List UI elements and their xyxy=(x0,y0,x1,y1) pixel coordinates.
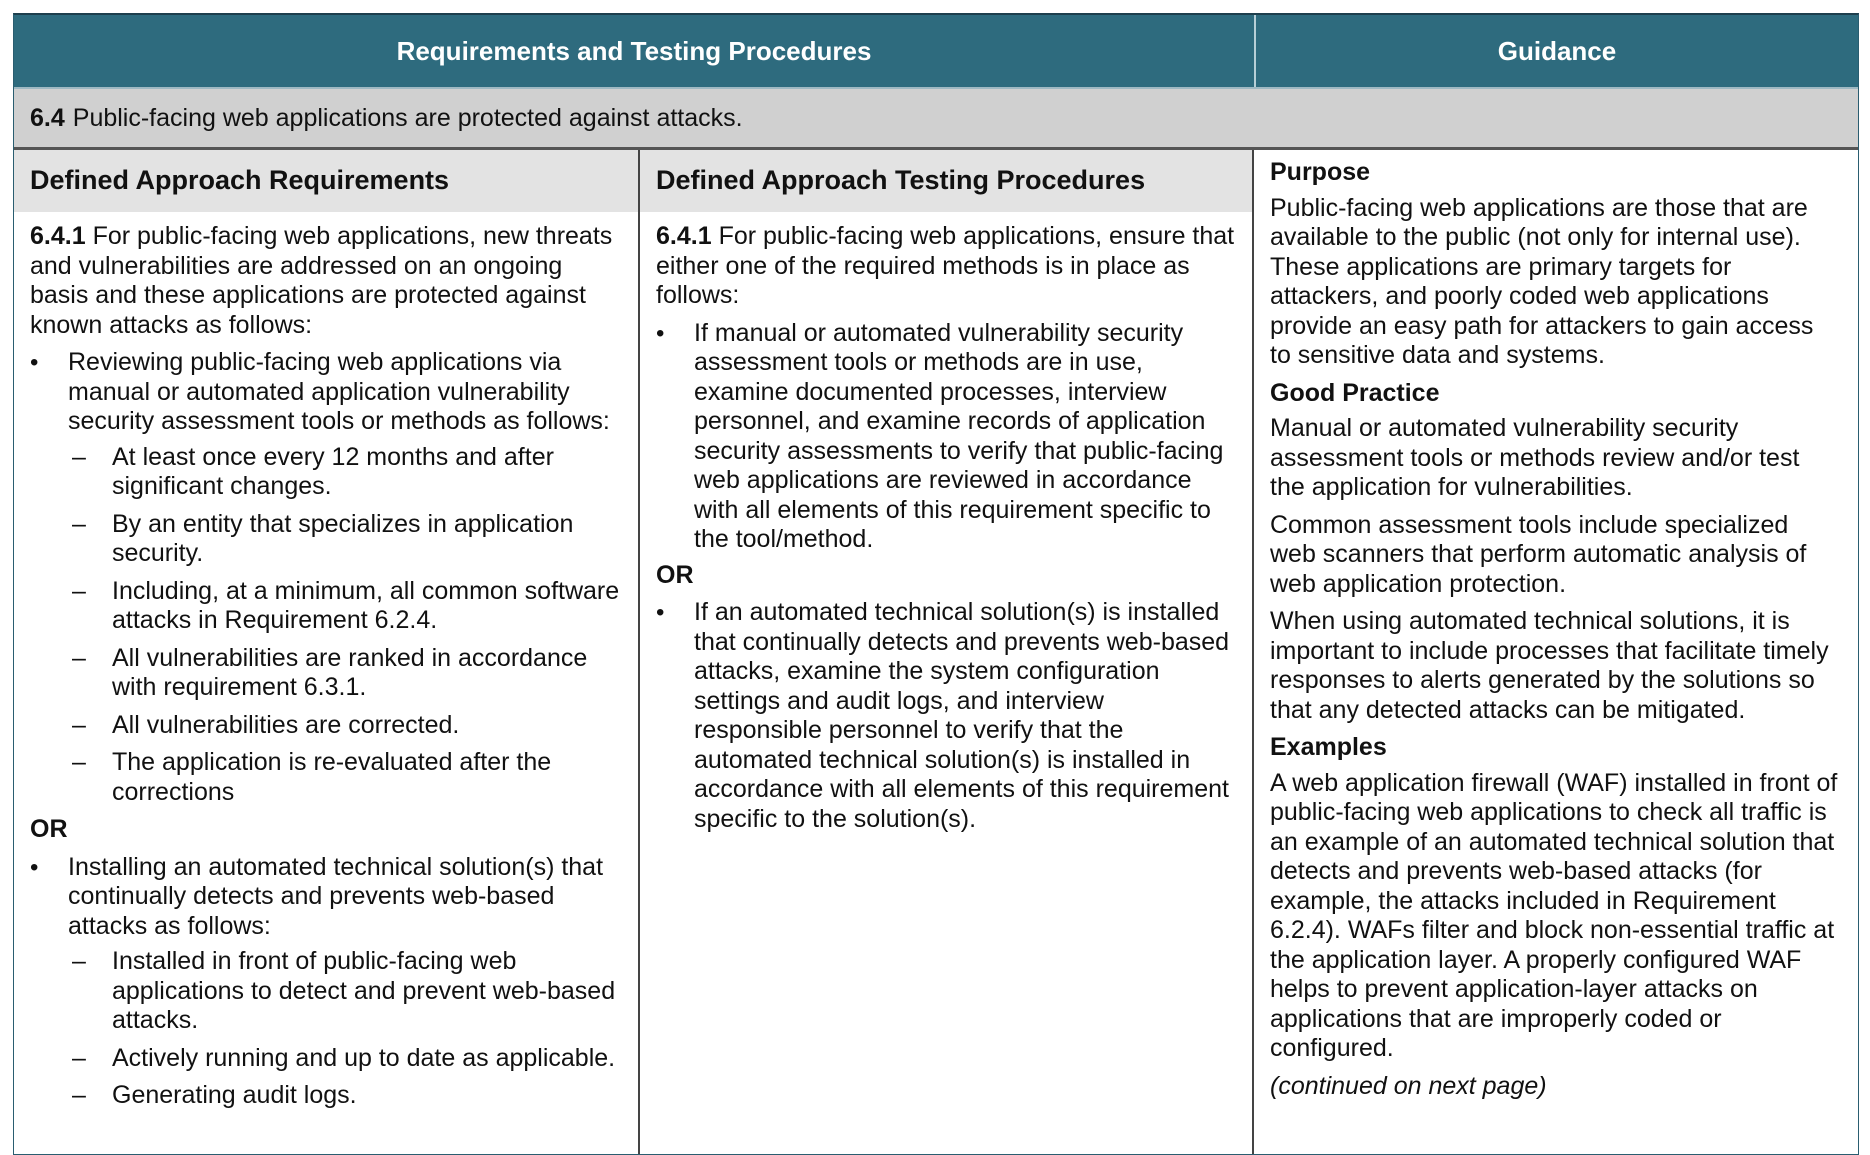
continued-note: (continued on next page) xyxy=(1270,1071,1547,1100)
good-practice-paragraph-2: Common assessment tools include specialized web scanners that perform automatic analysis of web application protection. xyxy=(1270,510,1807,598)
testing-or-label: OR xyxy=(656,560,694,589)
good-practice-heading: Good Practice xyxy=(1270,378,1440,407)
testing-id: 6.4.1 xyxy=(656,222,712,250)
testing-column-title: Defined Approach Testing Procedures xyxy=(640,150,1252,212)
section-text: Public-facing web applications are protected against attacks. xyxy=(72,103,743,132)
requirement-intro-text: For public-facing web applications, new threats and vulnerabilities are addressed on an ongoing basis and these applications are protected against known attacks as follows: xyxy=(30,222,613,339)
list-item: – The application is re-evaluated after the corrections xyxy=(68,748,624,807)
examples-heading: Examples xyxy=(1270,733,1387,761)
table-body-row xyxy=(14,150,1858,1154)
requirement-bullets xyxy=(30,348,624,807)
testing-intro xyxy=(656,222,1238,311)
good-practice-paragraph-1: Manual or automated vulnerability security assessment tools or methods review and/or test the application for vulnerabilities. xyxy=(1270,414,1800,501)
list-item: • If an automated technical solution(s) is installed that continually detects and prevents web-based attacks, examine the system configuration settings and audit logs, and interview responsible personnel to verify that the automated technical solution(s) is installed in accordance with all elements of this requirement specific to the solution(s). xyxy=(656,598,1238,834)
section-title-row xyxy=(14,89,1858,150)
testing-bullets xyxy=(656,319,1238,555)
requirement-or-label: OR xyxy=(30,815,68,843)
list-item: – All vulnerabilities are corrected. xyxy=(68,711,624,741)
good-practice-paragraph-3: When using automated technical solutions, it is important to include processes that facilitate timely responses to alerts generated by the solutions so that any detected attacks can be mitigated. xyxy=(1270,607,1829,724)
list-item: • If manual or automated vulnerability security assessment tools or methods are in use, examine documented processes, interview personnel, and examine records of application security assessments to verify that public-facing web applications are reviewed in accordance with all elements of this requirement specific to the tool/method. xyxy=(656,319,1238,555)
requirement-id: 6.4.1 xyxy=(30,222,86,250)
list-item: – Generating audit logs. xyxy=(68,1081,624,1111)
requirement-sublist-1 xyxy=(68,443,624,808)
list-item: – At least once every 12 months and after significant changes. xyxy=(68,443,624,502)
section-number: 6.4 xyxy=(30,103,65,132)
table-header-row xyxy=(14,15,1858,89)
testing-intro-text: For public-facing web applications, ensure that either one of the required methods is in place as follows: xyxy=(656,222,1235,309)
guidance-column xyxy=(1254,150,1858,1154)
list-item xyxy=(30,853,624,1111)
testing-column xyxy=(640,150,1254,1154)
requirement-bullet-1: Reviewing public-facing web applications via manual or automated application vulnerability security assessment tools or methods as follows: xyxy=(68,348,610,435)
header-guidance: Guidance xyxy=(1497,35,1617,66)
requirements-column-title: Defined Approach Requirements xyxy=(14,150,638,212)
header-requirements-and-testing: Requirements and Testing Procedures xyxy=(14,15,1256,87)
list-item: – All vulnerabilities are ranked in accordance with requirement 6.3.1. xyxy=(68,644,624,703)
list-item: – By an entity that specializes in application security. xyxy=(68,510,624,569)
purpose-heading: Purpose xyxy=(1270,158,1371,186)
examples-text: A web application firewall (WAF) installed in front of public-facing web applications to check all traffic is an example of an automated technical solution that detects and prevents web-based attacks (for example, the attacks included in Requirement 6.2.4). WAFs filter and block non-essential traffic at the application layer. A properly configured WAF helps to prevent application-layer attacks on applications that are improperly coded or configured. xyxy=(1270,768,1838,1062)
list-item: – Installed in front of public-facing web applications to detect and prevent web-based attacks. xyxy=(68,947,624,1036)
requirement-sublist-2 xyxy=(68,947,624,1111)
requirements-column xyxy=(14,150,640,1154)
list-item: – Including, at a minimum, all common software attacks in Requirement 6.2.4. xyxy=(68,577,624,636)
requirement-intro xyxy=(30,222,624,340)
list-item: – Actively running and up to date as applicable. xyxy=(68,1044,624,1074)
requirements-table xyxy=(13,13,1859,1155)
requirement-bullets-2 xyxy=(30,853,624,1111)
purpose-text: Public-facing web applications are those that are available to the public (not only for internal use). These applications are primary targets for attackers, and poorly coded web applications provide an easy path for attackers to gain access to sensitive data and systems. xyxy=(1270,193,1814,369)
testing-bullets-2 xyxy=(656,598,1238,834)
requirement-bullet-2: Installing an automated technical solution(s) that continually detects and prevents web-based attacks as follows: xyxy=(68,852,604,940)
list-item xyxy=(30,348,624,807)
